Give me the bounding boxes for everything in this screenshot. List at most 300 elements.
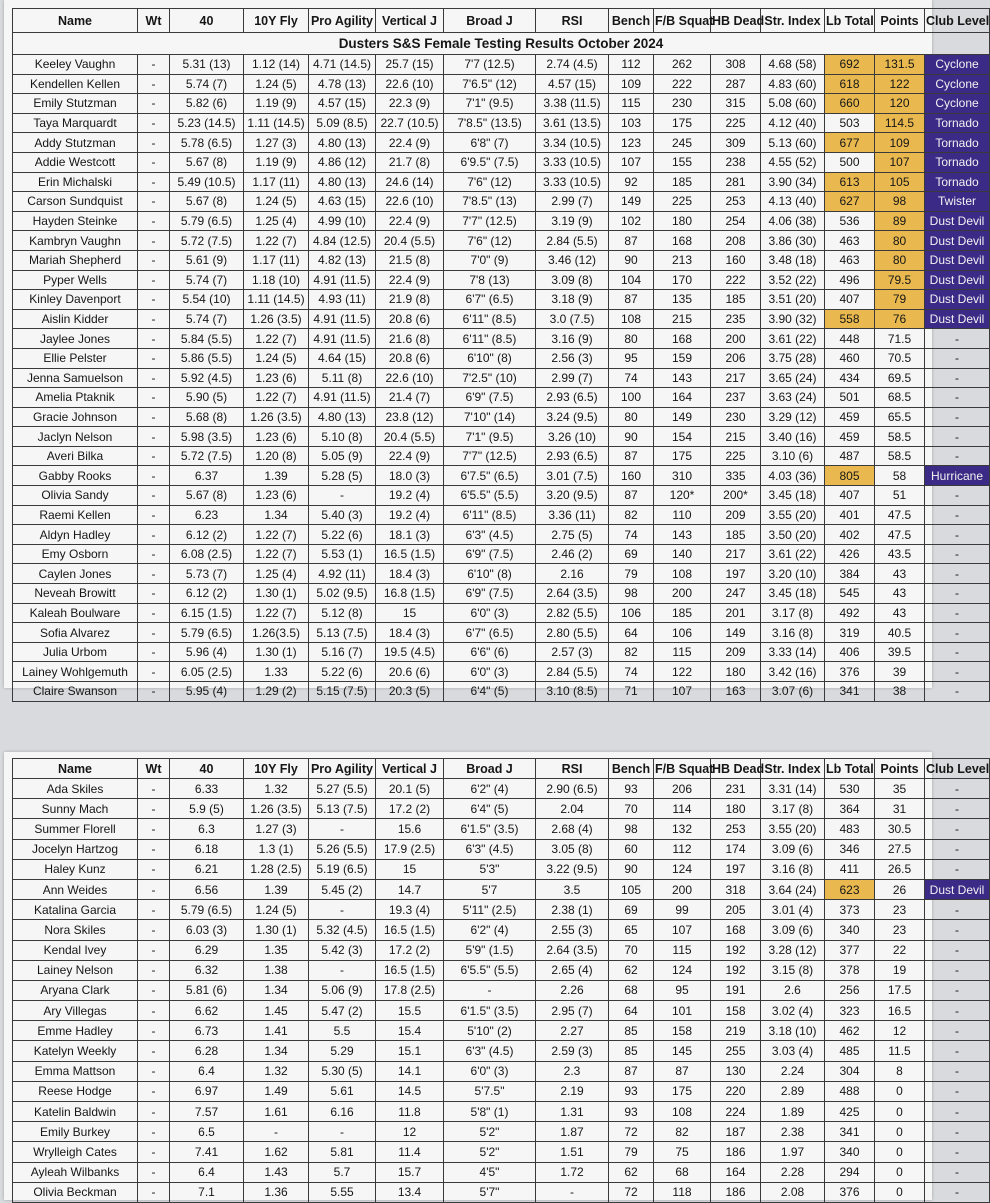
cell-vertical-jump: 14.5	[376, 1081, 444, 1101]
cell-vertical-jump: 15	[376, 603, 444, 623]
cell-strength-index: 2.24	[761, 1061, 825, 1081]
cell-forty: 5.79 (6.5)	[170, 623, 244, 643]
cell-lb-total: 373	[825, 900, 875, 920]
cell-points: 80	[875, 250, 925, 270]
table-row	[13, 584, 990, 604]
cell-hb-dead: 163	[711, 682, 761, 702]
cell-hb-dead: 253	[711, 819, 761, 839]
cell-name: Ayleah Wilbanks	[13, 1162, 138, 1182]
cell-vertical-jump: 22.3 (9)	[376, 94, 444, 114]
cell-pro-agility: 5.13 (7.5)	[309, 799, 376, 819]
cell-lb-total: 613	[825, 172, 875, 192]
cell-broad-jump: 6'6" (6)	[444, 642, 536, 662]
cell-hb-dead: 185	[711, 290, 761, 310]
cell-bench: 106	[609, 603, 654, 623]
cell-vertical-jump: 13.4	[376, 1182, 444, 1202]
cell-points: 0	[875, 1102, 925, 1122]
cell-wt: -	[138, 642, 170, 662]
cell-club-level: -	[925, 584, 990, 604]
cell-hb-dead: 247	[711, 584, 761, 604]
cell-forty: 6.5	[170, 1122, 244, 1142]
cell-squat: 215	[654, 309, 711, 329]
cell-rsi: -	[536, 1182, 609, 1202]
cell-rsi: 2.68 (4)	[536, 819, 609, 839]
cell-name: Nora Skiles	[13, 920, 138, 940]
column-header-vertical-jump: Vertical J	[376, 759, 444, 779]
cell-strength-index: 3.55 (20)	[761, 819, 825, 839]
cell-pro-agility: -	[309, 960, 376, 980]
cell-fly-10y: 1.39	[244, 466, 309, 486]
cell-hb-dead: 287	[711, 74, 761, 94]
cell-club-level: -	[925, 900, 990, 920]
cell-lb-total: 304	[825, 1061, 875, 1081]
cell-vertical-jump: 20.3 (5)	[376, 682, 444, 702]
table-row	[13, 74, 990, 94]
cell-rsi: 3.33 (10.5)	[536, 172, 609, 192]
cell-vertical-jump: 18.4 (3)	[376, 623, 444, 643]
cell-strength-index: 3.17 (8)	[761, 799, 825, 819]
cell-club-level: -	[925, 427, 990, 447]
cell-bench: 90	[609, 859, 654, 879]
page-title: Dusters S&S Female Testing Results October 2024	[13, 33, 990, 55]
cell-name: Sunny Mach	[13, 799, 138, 819]
column-header-vertical-jump: Vertical J	[376, 9, 444, 33]
cell-points: 0	[875, 1162, 925, 1182]
cell-wt: -	[138, 152, 170, 172]
cell-broad-jump: 6'9" (7.5)	[444, 584, 536, 604]
cell-broad-jump: 6'9" (7.5)	[444, 388, 536, 408]
cell-bench: 85	[609, 1041, 654, 1061]
cell-forty: 6.12 (2)	[170, 584, 244, 604]
cell-pro-agility: 5.61	[309, 1081, 376, 1101]
cell-broad-jump: 6'2" (4)	[444, 779, 536, 799]
table-row	[13, 940, 990, 960]
cell-strength-index: 3.31 (14)	[761, 779, 825, 799]
cell-broad-jump: 6'11" (8.5)	[444, 309, 536, 329]
table-row	[13, 1122, 990, 1142]
column-header-rsi: RSI	[536, 9, 609, 33]
column-header-broad-jump: Broad J	[444, 9, 536, 33]
cell-hb-dead: 225	[711, 446, 761, 466]
cell-club-level: -	[925, 368, 990, 388]
cell-lb-total: 340	[825, 920, 875, 940]
cell-vertical-jump: 20.8 (6)	[376, 348, 444, 368]
cell-strength-index: 3.90 (34)	[761, 172, 825, 192]
cell-club-level: -	[925, 407, 990, 427]
cell-vertical-jump: 15	[376, 859, 444, 879]
cell-bench: 93	[609, 779, 654, 799]
table-row	[13, 1001, 990, 1021]
cell-rsi: 2.84 (5.5)	[536, 662, 609, 682]
cell-hb-dead: 205	[711, 900, 761, 920]
table-row	[13, 192, 990, 212]
cell-rsi: 3.61 (13.5)	[536, 113, 609, 133]
cell-fly-10y: 1.32	[244, 1061, 309, 1081]
cell-rsi: 2.19	[536, 1081, 609, 1101]
cell-forty: 6.03 (3)	[170, 920, 244, 940]
cell-wt: -	[138, 1142, 170, 1162]
cell-lb-total: 677	[825, 133, 875, 153]
cell-squat: 170	[654, 270, 711, 290]
cell-fly-10y: 1.20 (8)	[244, 446, 309, 466]
cell-squat: 87	[654, 1061, 711, 1081]
cell-strength-index: 4.06 (38)	[761, 211, 825, 231]
cell-points: 11.5	[875, 1041, 925, 1061]
cell-rsi: 3.36 (11)	[536, 505, 609, 525]
cell-forty: 7.1	[170, 1182, 244, 1202]
cell-wt: -	[138, 623, 170, 643]
cell-points: 109	[875, 133, 925, 153]
cell-club-level: -	[925, 859, 990, 879]
cell-hb-dead: 201	[711, 603, 761, 623]
cell-name: Erin Michalski	[13, 172, 138, 192]
cell-bench: 87	[609, 290, 654, 310]
cell-wt: -	[138, 113, 170, 133]
cell-lb-total: 500	[825, 152, 875, 172]
cell-vertical-jump: 14.7	[376, 879, 444, 899]
cell-squat: 140	[654, 544, 711, 564]
cell-rsi: 2.93 (6.5)	[536, 388, 609, 408]
cell-lb-total: 462	[825, 1021, 875, 1041]
cell-rsi: 2.75 (5)	[536, 525, 609, 545]
cell-name: Olivia Sandy	[13, 486, 138, 506]
cell-vertical-jump: 20.1 (5)	[376, 779, 444, 799]
table-row	[13, 133, 990, 153]
cell-pro-agility: 4.91 (11.5)	[309, 270, 376, 290]
cell-wt: -	[138, 55, 170, 75]
cell-lb-total: 401	[825, 505, 875, 525]
cell-lb-total: 294	[825, 1162, 875, 1182]
cell-squat: 107	[654, 920, 711, 940]
cell-bench: 92	[609, 172, 654, 192]
cell-club-level: -	[925, 505, 990, 525]
table-row	[13, 152, 990, 172]
cell-lb-total: 459	[825, 407, 875, 427]
cell-name: Reese Hodge	[13, 1081, 138, 1101]
cell-rsi: 3.5	[536, 879, 609, 899]
cell-pro-agility: 4.84 (12.5)	[309, 231, 376, 251]
cell-vertical-jump: 22.4 (9)	[376, 446, 444, 466]
cell-fly-10y: 1.41	[244, 1021, 309, 1041]
cell-rsi: 2.84 (5.5)	[536, 231, 609, 251]
results-sheet-page-2	[4, 752, 990, 1200]
cell-name: Kaleah Boulware	[13, 603, 138, 623]
cell-broad-jump: 7'1" (9.5)	[444, 94, 536, 114]
cell-wt: -	[138, 290, 170, 310]
column-header-broad-jump: Broad J	[444, 759, 536, 779]
cell-squat: 310	[654, 466, 711, 486]
cell-vertical-jump: 18.1 (3)	[376, 525, 444, 545]
cell-wt: -	[138, 1081, 170, 1101]
cell-rsi: 2.56 (3)	[536, 348, 609, 368]
cell-rsi: 1.51	[536, 1142, 609, 1162]
cell-club-level: -	[925, 544, 990, 564]
cell-club-level: -	[925, 1061, 990, 1081]
cell-wt: -	[138, 74, 170, 94]
cell-lb-total: 618	[825, 74, 875, 94]
cell-lb-total: 402	[825, 525, 875, 545]
cell-forty: 6.3	[170, 819, 244, 839]
cell-bench: 93	[609, 1081, 654, 1101]
cell-club-level: -	[925, 1122, 990, 1142]
cell-bench: 72	[609, 1122, 654, 1142]
cell-hb-dead: 217	[711, 368, 761, 388]
cell-hb-dead: 192	[711, 940, 761, 960]
cell-squat: 118	[654, 1182, 711, 1202]
cell-bench: 82	[609, 505, 654, 525]
cell-rsi: 3.26 (10)	[536, 427, 609, 447]
cell-forty: 5.54 (10)	[170, 290, 244, 310]
cell-broad-jump: 5'7"	[444, 1182, 536, 1202]
cell-club-level: Tornado	[925, 133, 990, 153]
cell-forty: 6.4	[170, 1162, 244, 1182]
cell-squat: 120*	[654, 486, 711, 506]
cell-rsi: 3.05 (8)	[536, 839, 609, 859]
cell-pro-agility: 4.80 (13)	[309, 407, 376, 427]
cell-rsi: 2.46 (2)	[536, 544, 609, 564]
column-header-lb-total: Lb Total	[825, 759, 875, 779]
cell-bench: 85	[609, 1021, 654, 1041]
cell-club-level: Cyclone	[925, 74, 990, 94]
cell-name: Ary Villegas	[13, 1001, 138, 1021]
table-row	[13, 388, 990, 408]
cell-pro-agility: 5.09 (8.5)	[309, 113, 376, 133]
cell-squat: 124	[654, 859, 711, 879]
cell-rsi: 3.10 (8.5)	[536, 682, 609, 702]
cell-strength-index: 3.86 (30)	[761, 231, 825, 251]
cell-broad-jump: 6'7" (6.5)	[444, 290, 536, 310]
cell-squat: 154	[654, 427, 711, 447]
cell-lb-total: 623	[825, 879, 875, 899]
cell-fly-10y: 1.30 (1)	[244, 584, 309, 604]
cell-name: Addie Westcott	[13, 152, 138, 172]
cell-vertical-jump: 15.7	[376, 1162, 444, 1182]
cell-broad-jump: 6'3" (4.5)	[444, 525, 536, 545]
cell-forty: 5.92 (4.5)	[170, 368, 244, 388]
cell-points: 68.5	[875, 388, 925, 408]
cell-strength-index: 3.10 (6)	[761, 446, 825, 466]
cell-pro-agility: 5.28 (5)	[309, 466, 376, 486]
cell-pro-agility: 5.32 (4.5)	[309, 920, 376, 940]
cell-forty: 5.82 (6)	[170, 94, 244, 114]
cell-vertical-jump: 12	[376, 1122, 444, 1142]
cell-pro-agility: 5.47 (2)	[309, 1001, 376, 1021]
table-row	[13, 1162, 990, 1182]
cell-points: 79	[875, 290, 925, 310]
cell-vertical-jump: 25.7 (15)	[376, 55, 444, 75]
cell-lb-total: 459	[825, 427, 875, 447]
cell-fly-10y: 1.11 (14.5)	[244, 113, 309, 133]
cell-points: 98	[875, 192, 925, 212]
cell-name: Sofia Alvarez	[13, 623, 138, 643]
cell-broad-jump: 6'8" (7)	[444, 133, 536, 153]
cell-lb-total: 503	[825, 113, 875, 133]
cell-club-level: -	[925, 682, 990, 702]
cell-strength-index: 3.61 (22)	[761, 329, 825, 349]
cell-lb-total: 448	[825, 329, 875, 349]
cell-broad-jump: 6'4" (5)	[444, 682, 536, 702]
cell-lb-total: 463	[825, 231, 875, 251]
cell-wt: -	[138, 900, 170, 920]
cell-name: Amelia Ptaknik	[13, 388, 138, 408]
cell-broad-jump: 7'8.5" (13.5)	[444, 113, 536, 133]
cell-forty: 5.79 (6.5)	[170, 211, 244, 231]
cell-bench: 65	[609, 920, 654, 940]
cell-name: Claire Swanson	[13, 682, 138, 702]
cell-fly-10y: 1.32	[244, 779, 309, 799]
cell-forty: 6.21	[170, 859, 244, 879]
cell-forty: 5.74 (7)	[170, 270, 244, 290]
cell-forty: 5.74 (7)	[170, 74, 244, 94]
cell-broad-jump: 5'2"	[444, 1142, 536, 1162]
cell-fly-10y: 1.23 (6)	[244, 427, 309, 447]
cell-strength-index: 1.89	[761, 1102, 825, 1122]
cell-rsi: 3.16 (9)	[536, 329, 609, 349]
cell-squat: 108	[654, 1102, 711, 1122]
cell-club-level: -	[925, 1182, 990, 1202]
cell-strength-index: 3.09 (6)	[761, 839, 825, 859]
cell-wt: -	[138, 309, 170, 329]
cell-points: 43	[875, 603, 925, 623]
cell-squat: 222	[654, 74, 711, 94]
cell-wt: -	[138, 779, 170, 799]
cell-points: 76	[875, 309, 925, 329]
cell-bench: 80	[609, 329, 654, 349]
cell-pro-agility: 5.40 (3)	[309, 505, 376, 525]
cell-hb-dead: 200*	[711, 486, 761, 506]
cell-hb-dead: 308	[711, 55, 761, 75]
cell-vertical-jump: 16.8 (1.5)	[376, 584, 444, 604]
table-row	[13, 231, 990, 251]
cell-club-level: -	[925, 1041, 990, 1061]
cell-club-level: Tornado	[925, 172, 990, 192]
cell-pro-agility: 5.12 (8)	[309, 603, 376, 623]
cell-broad-jump: 6'4" (5)	[444, 799, 536, 819]
cell-forty: 5.74 (7)	[170, 309, 244, 329]
table-row	[13, 1102, 990, 1122]
cell-pro-agility: 5.16 (7)	[309, 642, 376, 662]
cell-forty: 5.84 (5.5)	[170, 329, 244, 349]
column-header-name: Name	[13, 9, 138, 33]
cell-squat: 159	[654, 348, 711, 368]
cell-bench: 71	[609, 682, 654, 702]
cell-points: 43	[875, 584, 925, 604]
cell-pro-agility: 5.05 (9)	[309, 446, 376, 466]
cell-wt: -	[138, 1162, 170, 1182]
cell-hb-dead: 253	[711, 192, 761, 212]
cell-lb-total: 341	[825, 682, 875, 702]
cell-broad-jump: 5'7	[444, 879, 536, 899]
cell-strength-index: 3.75 (28)	[761, 348, 825, 368]
cell-name: Lainey Nelson	[13, 960, 138, 980]
cell-hb-dead: 309	[711, 133, 761, 153]
cell-name: Aryana Clark	[13, 980, 138, 1000]
cell-name: Jaylee Jones	[13, 329, 138, 349]
cell-points: 0	[875, 1081, 925, 1101]
cell-wt: -	[138, 231, 170, 251]
cell-pro-agility: 4.91 (11.5)	[309, 388, 376, 408]
cell-wt: -	[138, 603, 170, 623]
table-row	[13, 603, 990, 623]
cell-rsi: 2.3	[536, 1061, 609, 1081]
cell-rsi: 4.57 (15)	[536, 74, 609, 94]
cell-name: Lainey Wohlgemuth	[13, 662, 138, 682]
cell-forty: 5.23 (14.5)	[170, 113, 244, 133]
cell-wt: -	[138, 1122, 170, 1142]
cell-wt: -	[138, 799, 170, 819]
cell-vertical-jump: 19.2 (4)	[376, 486, 444, 506]
cell-hb-dead: 191	[711, 980, 761, 1000]
cell-points: 69.5	[875, 368, 925, 388]
cell-rsi: 3.34 (10.5)	[536, 133, 609, 153]
cell-points: 31	[875, 799, 925, 819]
cell-name: Ellie Pelster	[13, 348, 138, 368]
cell-forty: 5.68 (8)	[170, 407, 244, 427]
cell-hb-dead: 130	[711, 1061, 761, 1081]
column-header-name: Name	[13, 759, 138, 779]
column-header-bench: Bench	[609, 9, 654, 33]
cell-lb-total: 536	[825, 211, 875, 231]
cell-pro-agility: 4.93 (11)	[309, 290, 376, 310]
cell-strength-index: 4.68 (58)	[761, 55, 825, 75]
cell-broad-jump: 7'7 (12.5)	[444, 55, 536, 75]
cell-squat: 132	[654, 819, 711, 839]
cell-name: Emma Mattson	[13, 1061, 138, 1081]
cell-vertical-jump: 17.2 (2)	[376, 799, 444, 819]
cell-club-level: -	[925, 920, 990, 940]
cell-club-level: Dust Devil	[925, 250, 990, 270]
cell-bench: 62	[609, 1162, 654, 1182]
table-row	[13, 211, 990, 231]
cell-hb-dead: 174	[711, 839, 761, 859]
cell-club-level: Tornado	[925, 152, 990, 172]
column-header-hb-dead: HB Dead	[711, 9, 761, 33]
cell-wt: -	[138, 1102, 170, 1122]
cell-squat: 213	[654, 250, 711, 270]
cell-bench: 160	[609, 466, 654, 486]
cell-rsi: 3.09 (8)	[536, 270, 609, 290]
cell-club-level: -	[925, 1021, 990, 1041]
cell-name: Wrylleigh Cates	[13, 1142, 138, 1162]
cell-lb-total: 346	[825, 839, 875, 859]
table-row	[13, 859, 990, 879]
cell-hb-dead: 185	[711, 525, 761, 545]
cell-name: Kendal Ivey	[13, 940, 138, 960]
cell-strength-index: 3.50 (20)	[761, 525, 825, 545]
cell-rsi: 3.01 (7.5)	[536, 466, 609, 486]
cell-rsi: 2.90 (6.5)	[536, 779, 609, 799]
cell-squat: 95	[654, 980, 711, 1000]
cell-forty: 5.78 (6.5)	[170, 133, 244, 153]
cell-hb-dead: 235	[711, 309, 761, 329]
cell-broad-jump: 6'7.5" (6.5)	[444, 466, 536, 486]
cell-vertical-jump: 16.5 (1.5)	[376, 920, 444, 940]
cell-fly-10y: 1.25 (4)	[244, 564, 309, 584]
cell-points: 43	[875, 564, 925, 584]
table-row	[13, 427, 990, 447]
table-row	[13, 505, 990, 525]
cell-fly-10y: 1.62	[244, 1142, 309, 1162]
cell-club-level: -	[925, 839, 990, 859]
cell-strength-index: 3.18 (10)	[761, 1021, 825, 1041]
cell-hb-dead: 225	[711, 113, 761, 133]
cell-vertical-jump: 19.3 (4)	[376, 900, 444, 920]
cell-points: 107	[875, 152, 925, 172]
table-row	[13, 920, 990, 940]
cell-rsi: 2.04	[536, 799, 609, 819]
results-sheet-page-1	[4, 0, 990, 699]
cell-club-level: -	[925, 662, 990, 682]
